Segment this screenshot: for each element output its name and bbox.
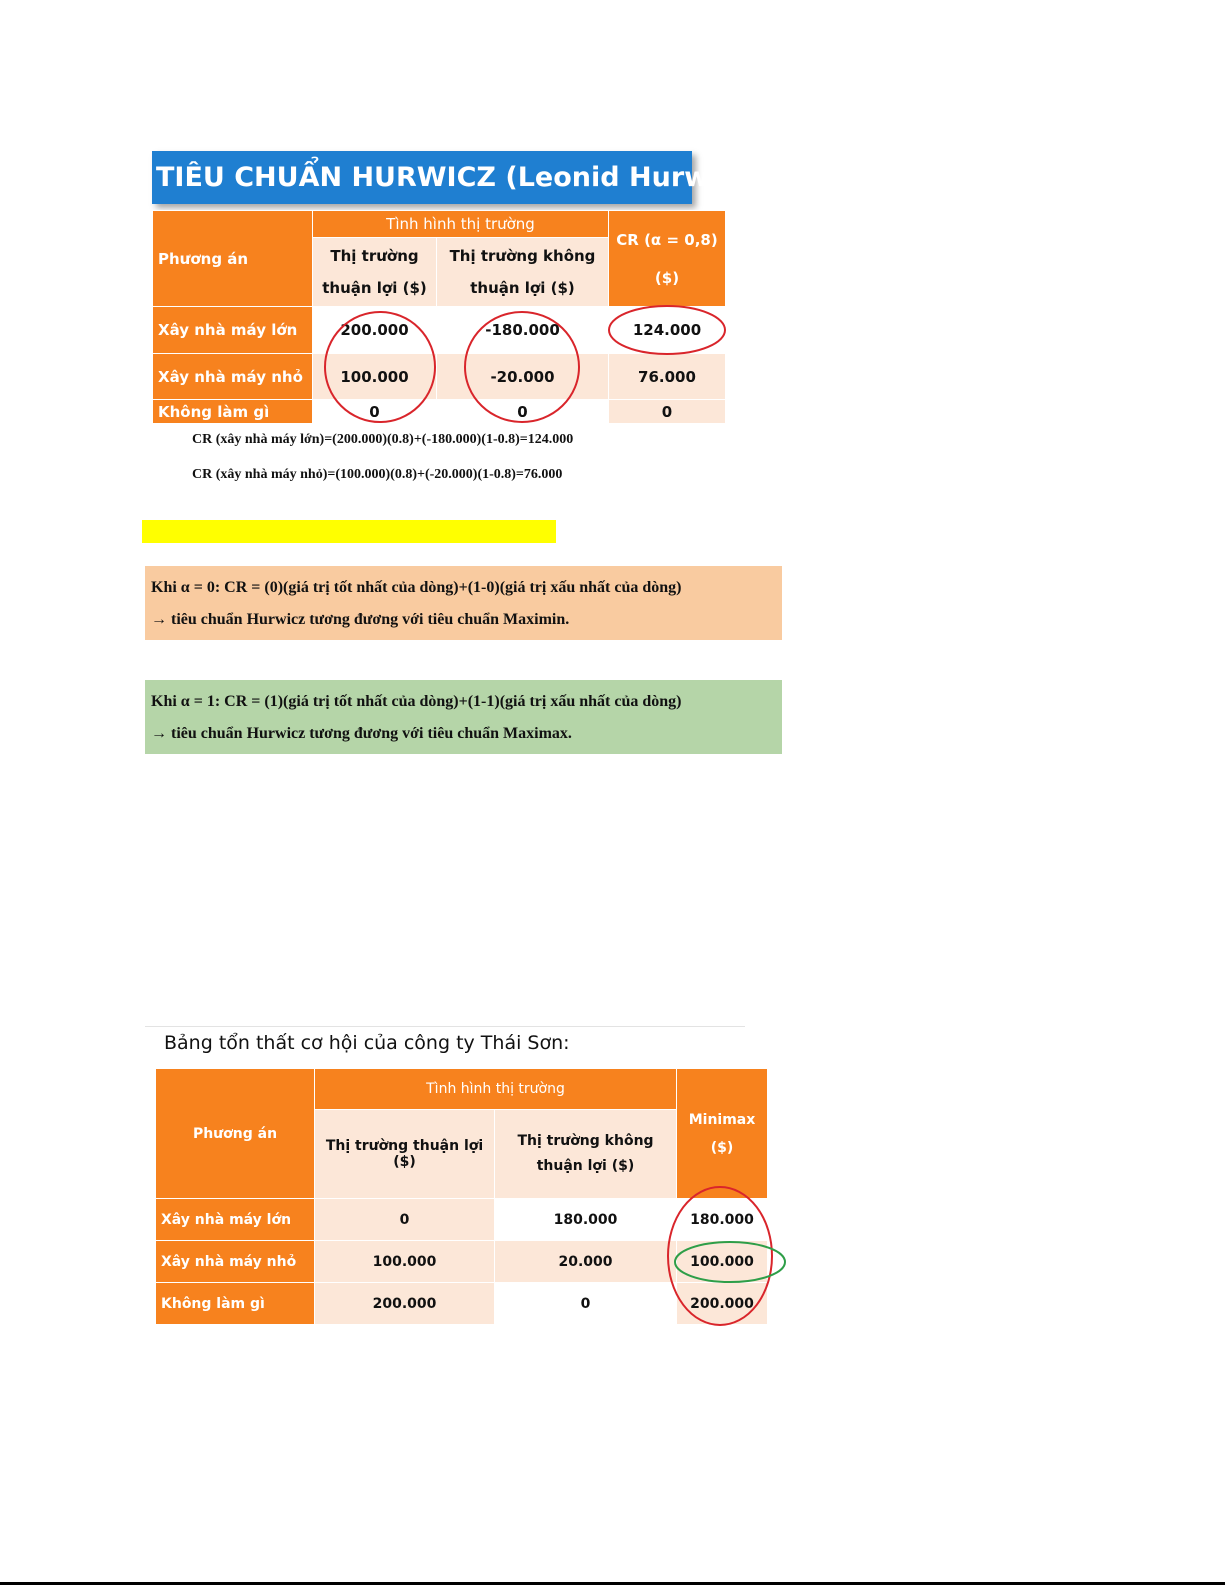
hurwicz-table <box>152 210 726 424</box>
cell-unfavorable: 0 <box>495 1283 677 1325</box>
row-label: Không làm gì <box>156 1283 315 1325</box>
table-row <box>156 1241 768 1283</box>
cell-cr: 124.000 <box>609 307 726 354</box>
cell-unfavorable: 0 <box>437 400 609 424</box>
header-unfavorable-line2: thuận lợi ($) <box>536 1158 635 1174</box>
highlight-bar <box>142 520 556 543</box>
cell-unfavorable: 20.000 <box>495 1241 677 1283</box>
header-favorable-line1: Thị trường <box>330 247 419 265</box>
cell-favorable: 200.000 <box>313 307 437 354</box>
row-label: Xây nhà máy nhỏ <box>156 1241 315 1283</box>
row-label: Không làm gì <box>153 400 313 424</box>
header-cr <box>609 211 726 307</box>
row-label: Xây nhà máy lớn <box>153 307 313 354</box>
header-market: Tình hình thị trường <box>313 211 609 238</box>
header-favorable-line2: thuận lợi ($) <box>322 279 427 297</box>
cell-max: 180.000 <box>677 1199 768 1241</box>
table-row <box>153 307 726 354</box>
header-unfavorable <box>495 1110 677 1199</box>
table-row <box>156 1283 768 1325</box>
row-label: Xây nhà máy nhỏ <box>153 354 313 400</box>
header-cr-line2: ($) <box>654 268 680 287</box>
formula-small-plant: CR (xây nhà máy nhỏ)=(100.000)(0.8)+(-20.000)(1-0.8)=76.000 <box>192 467 563 482</box>
note-alpha-1 <box>145 680 782 754</box>
cell-favorable: 200.000 <box>315 1283 495 1325</box>
cell-favorable: 0 <box>315 1199 495 1241</box>
header-unfavorable <box>437 238 609 307</box>
header-unfavorable-line2: thuận lợi ($) <box>470 279 575 297</box>
cell-unfavorable: -20.000 <box>437 354 609 400</box>
table-row <box>153 354 726 400</box>
hurwicz-title: TIÊU CHUẨN HURWICZ (Leonid Hurwicz) <box>152 151 692 204</box>
note-alpha-1-line1: Khi α = 1: CR = (1)(giá trị tốt nhất của dòng)+(1-1)(giá trị xấu nhất của dòng) <box>151 693 682 710</box>
note-alpha-0-line2: → tiêu chuẩn Hurwicz tương đương với tiêu chuẩn Maximin. <box>151 611 570 628</box>
cell-favorable: 0 <box>313 400 437 424</box>
cell-max: 200.000 <box>677 1283 768 1325</box>
header-market: Tình hình thị trường <box>315 1069 677 1110</box>
row-label: Xây nhà máy lớn <box>156 1199 315 1241</box>
regret-table <box>155 1068 768 1325</box>
table-row <box>156 1199 768 1241</box>
cell-unfavorable: 180.000 <box>495 1199 677 1241</box>
note-alpha-1-line2: → tiêu chuẩn Hurwicz tương đương với tiêu chuẩn Maximax. <box>151 725 572 742</box>
formula-large-plant: CR (xây nhà máy lớn)=(200.000)(0.8)+(-180.000)(1-0.8)=124.000 <box>192 432 574 447</box>
regret-title: Bảng tổn thất cơ hội của công ty Thái Sơn: <box>145 1026 745 1062</box>
header-cr-line1: CR (α = 0,8) <box>616 230 718 249</box>
cell-max: 100.000 <box>677 1241 768 1283</box>
header-minimax <box>677 1069 768 1199</box>
header-favorable <box>313 238 437 307</box>
cell-favorable: 100.000 <box>313 354 437 400</box>
note-alpha-0-line1: Khi α = 0: CR = (0)(giá trị tốt nhất của dòng)+(1-0)(giá trị xấu nhất của dòng) <box>151 579 682 596</box>
header-unfavorable-line1: Thị trường không <box>517 1133 654 1149</box>
header-option: Phương án <box>153 211 313 307</box>
note-alpha-0 <box>145 566 782 640</box>
cell-cr: 0 <box>609 400 726 424</box>
header-minimax-line1: Minimax <box>688 1111 756 1128</box>
cell-favorable: 100.000 <box>315 1241 495 1283</box>
cell-cr: 76.000 <box>609 354 726 400</box>
header-favorable: Thị trường thuận lợi ($) <box>315 1110 495 1199</box>
table-row <box>153 400 726 424</box>
header-unfavorable-line1: Thị trường không <box>449 247 596 265</box>
header-option: Phương án <box>156 1069 315 1199</box>
cell-unfavorable: -180.000 <box>437 307 609 354</box>
header-minimax-line2: ($) <box>710 1139 734 1156</box>
